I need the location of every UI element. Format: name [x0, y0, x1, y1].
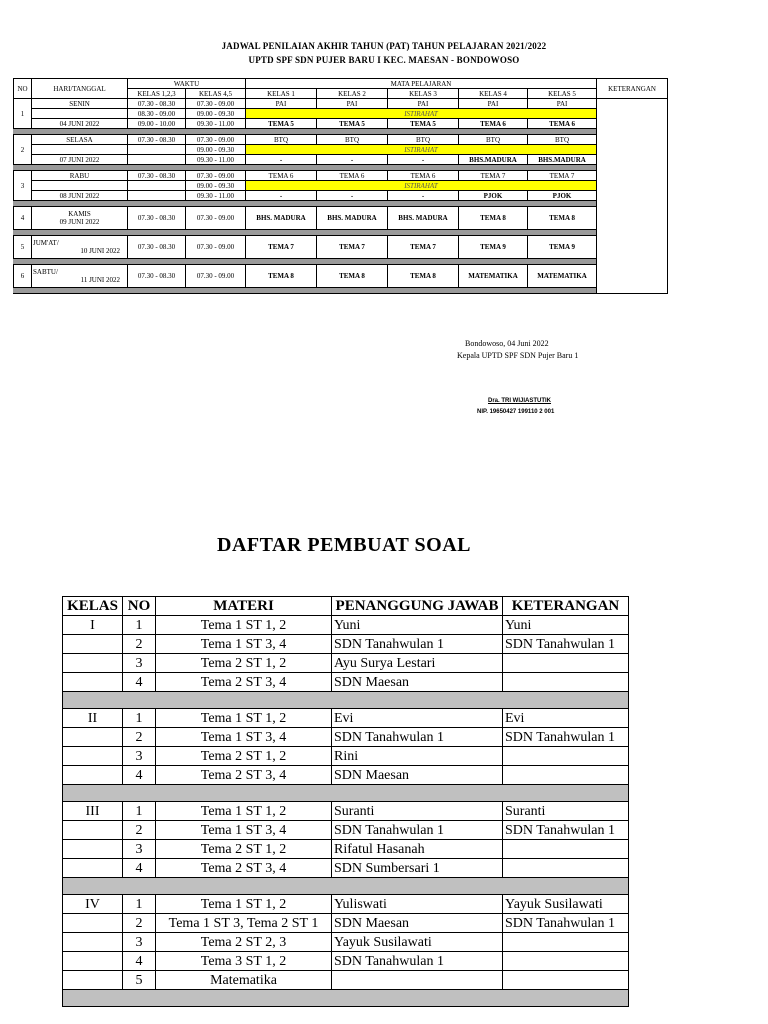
subject-cell: PAI — [528, 99, 597, 109]
day-date: 08 JUNI 2022 — [32, 191, 128, 201]
table-row — [63, 766, 629, 785]
pj-cell: Rifatul Hasanah — [332, 840, 503, 859]
materi-cell: Tema 1 ST 3, Tema 2 ST 1 — [156, 914, 332, 933]
table-row — [63, 673, 629, 692]
subject-cell: PAI — [459, 99, 528, 109]
pj-cell: Yayuk Susilawati — [332, 933, 503, 952]
ket-cell: SDN Tanahwulan 1 — [503, 728, 629, 747]
pj-cell: SDN Tanahwulan 1 — [332, 952, 503, 971]
materi-cell: Tema 1 ST 1, 2 — [156, 616, 332, 635]
signature-role: Kepala UPTD SPF SDN Pujer Baru 1 — [457, 351, 579, 360]
day-number: 1 — [14, 99, 32, 129]
schedule-row — [14, 119, 668, 129]
subject-cell: TEMA 6 — [388, 171, 459, 181]
day-date: 09 JUNI 2022 — [59, 218, 100, 226]
materi-cell: Tema 1 ST 3, 4 — [156, 821, 332, 840]
pj-cell — [332, 971, 503, 990]
time-k123: 07.30 - 08.30 — [128, 207, 186, 230]
subject-cell: BTQ — [459, 135, 528, 145]
table-row — [63, 840, 629, 859]
day-cell — [32, 265, 128, 288]
table-row — [63, 747, 629, 766]
row-separator — [14, 288, 668, 294]
kelas-cell: I — [63, 616, 123, 635]
materi-cell: Tema 1 ST 1, 2 — [156, 895, 332, 914]
subject-cell: TEMA 6 — [246, 171, 317, 181]
break-time-k123 — [128, 181, 186, 191]
no-cell: 4 — [123, 673, 156, 692]
col-header-kelas3: KELAS 3 — [388, 89, 459, 99]
break-time-k45: 09.00 - 09.30 — [186, 181, 246, 191]
daftar-header-ket: KETERANGAN — [503, 597, 629, 616]
time-k45: 07.30 - 09.00 — [186, 171, 246, 181]
day-name: JUM'AT/ — [33, 239, 59, 247]
ket-cell — [503, 766, 629, 785]
day-number: 3 — [14, 171, 32, 201]
time-k45: 07.30 - 09.00 — [186, 207, 246, 230]
schedule-row — [14, 265, 668, 288]
day-name: RABU — [32, 171, 128, 181]
signature-name: Dra. TRI WIJIASTUTIK — [488, 398, 552, 404]
subject-cell: BTQ — [246, 135, 317, 145]
pj-cell: Evi — [332, 709, 503, 728]
table-row — [63, 895, 629, 914]
time-k123: 07.30 - 08.30 — [128, 135, 186, 145]
kelas-cell — [63, 914, 123, 933]
col-header-day: HARI/TANGGAL — [32, 79, 128, 99]
ket-cell: SDN Tanahwulan 1 — [503, 914, 629, 933]
subject-cell: - — [388, 191, 459, 201]
ket-cell: Evi — [503, 709, 629, 728]
materi-cell: Tema 2 ST 3, 4 — [156, 673, 332, 692]
day-number: 4 — [14, 207, 32, 230]
col-header-keterangan: KETERANGAN — [597, 79, 668, 99]
subject-cell: PJOK — [528, 191, 597, 201]
group-separator — [63, 990, 629, 1007]
materi-cell: Tema 3 ST 1, 2 — [156, 952, 332, 971]
group-separator — [63, 878, 629, 895]
subject-cell: - — [388, 155, 459, 165]
ket-cell — [503, 859, 629, 878]
schedule-row — [14, 171, 668, 181]
day-number: 6 — [14, 265, 32, 288]
time-k45: 09.30 - 11.00 — [186, 191, 246, 201]
no-cell: 2 — [123, 821, 156, 840]
no-cell: 1 — [123, 709, 156, 728]
day-number: 2 — [14, 135, 32, 165]
subject-cell: TEMA 6 — [528, 119, 597, 129]
daftar-header-kelas: KELAS — [63, 597, 123, 616]
subject-cell: TEMA 5 — [388, 119, 459, 129]
subject-cell: TEMA 9 — [459, 236, 528, 259]
daftar-title: DAFTAR PEMBUAT SOAL — [217, 534, 471, 556]
break-time-k123: 08.30 - 09.00 — [128, 109, 186, 119]
day-cell — [32, 207, 128, 230]
ket-cell — [503, 933, 629, 952]
separator-cell — [14, 288, 597, 294]
schedule-row — [14, 155, 668, 165]
separator-cell — [63, 692, 629, 709]
time-k45: 09.30 - 11.00 — [186, 119, 246, 129]
pj-cell: SDN Maesan — [332, 766, 503, 785]
daftar-header-materi: MATERI — [156, 597, 332, 616]
day-blank — [32, 145, 128, 155]
schedule-break-row — [14, 109, 668, 119]
ket-cell — [503, 673, 629, 692]
kelas-cell — [63, 654, 123, 673]
no-cell: 4 — [123, 952, 156, 971]
pj-cell: SDN Tanahwulan 1 — [332, 635, 503, 654]
no-cell: 1 — [123, 616, 156, 635]
pj-cell: Yuni — [332, 616, 503, 635]
materi-cell: Tema 2 ST 1, 2 — [156, 840, 332, 859]
day-name: SENIN — [32, 99, 128, 109]
no-cell: 1 — [123, 895, 156, 914]
col-header-kelas1: KELAS 1 — [246, 89, 317, 99]
break-time-k123 — [128, 145, 186, 155]
no-cell: 2 — [123, 728, 156, 747]
pj-cell: Ayu Surya Lestari — [332, 654, 503, 673]
table-row — [63, 933, 629, 952]
materi-cell: Tema 1 ST 1, 2 — [156, 802, 332, 821]
day-date: 07 JUNI 2022 — [32, 155, 128, 165]
ket-cell — [503, 840, 629, 859]
subject-cell: TEMA 8 — [388, 265, 459, 288]
schedule-row — [14, 135, 668, 145]
col-header-mapel: MATA PELAJARAN — [246, 79, 597, 89]
table-row — [63, 914, 629, 933]
subject-cell: TEMA 8 — [459, 207, 528, 230]
schedule-title: JADWAL PENILAIAN AKHIR TAHUN (PAT) TAHUN PELAJARAN 2021/2022 — [221, 41, 547, 51]
keterangan-cell — [597, 99, 668, 294]
kelas-cell — [63, 728, 123, 747]
pj-cell: Yuliswati — [332, 895, 503, 914]
materi-cell: Tema 1 ST 3, 4 — [156, 728, 332, 747]
subject-cell: - — [317, 191, 388, 201]
istirahat-cell: ISTIRAHAT — [246, 181, 597, 191]
day-blank — [32, 181, 128, 191]
time-k123: 07.30 - 08.30 — [128, 171, 186, 181]
subject-cell: TEMA 8 — [528, 207, 597, 230]
materi-cell: Tema 2 ST 2, 3 — [156, 933, 332, 952]
subject-cell: PJOK — [459, 191, 528, 201]
time-k45: 07.30 - 09.00 — [186, 135, 246, 145]
table-row — [63, 616, 629, 635]
no-cell: 4 — [123, 766, 156, 785]
signature-place-date: Bondowoso, 04 Juni 2022 — [465, 339, 549, 348]
day-number: 5 — [14, 236, 32, 259]
kelas-cell — [63, 821, 123, 840]
subject-cell: BHS. MADURA — [317, 207, 388, 230]
col-header-waktu-k45: KELAS 4,5 — [186, 89, 246, 99]
group-separator — [63, 785, 629, 802]
time-k123: 09.00 - 10.00 — [128, 119, 186, 129]
time-k123 — [128, 155, 186, 165]
kelas-cell — [63, 635, 123, 654]
daftar-header-pj: PENANGGUNG JAWAB — [332, 597, 503, 616]
exam-schedule-table — [13, 78, 668, 294]
kelas-cell — [63, 971, 123, 990]
subject-cell: PAI — [388, 99, 459, 109]
time-k45: 09.30 - 11.00 — [186, 155, 246, 165]
col-header-kelas4: KELAS 4 — [459, 89, 528, 99]
break-time-k45: 09.00 - 09.30 — [186, 145, 246, 155]
schedule-row — [14, 207, 668, 230]
subject-cell: TEMA 8 — [317, 265, 388, 288]
istirahat-cell: ISTIRAHAT — [246, 145, 597, 155]
no-cell: 2 — [123, 914, 156, 933]
kelas-cell: IV — [63, 895, 123, 914]
daftar-header-no: NO — [123, 597, 156, 616]
separator-cell — [63, 878, 629, 895]
table-row — [63, 728, 629, 747]
no-cell: 3 — [123, 840, 156, 859]
no-cell: 1 — [123, 802, 156, 821]
subject-cell: BHS.MADURA — [459, 155, 528, 165]
subject-cell: TEMA 7 — [317, 236, 388, 259]
subject-cell: BTQ — [388, 135, 459, 145]
subject-cell: BHS. MADURA — [388, 207, 459, 230]
ket-cell: SDN Tanahwulan 1 — [503, 635, 629, 654]
subject-cell: TEMA 6 — [459, 119, 528, 129]
table-row — [63, 802, 629, 821]
subject-cell: - — [246, 191, 317, 201]
materi-cell: Tema 2 ST 1, 2 — [156, 747, 332, 766]
subject-cell: PAI — [317, 99, 388, 109]
subject-cell: TEMA 7 — [459, 171, 528, 181]
separator-cell — [63, 990, 629, 1007]
schedule-row — [14, 191, 668, 201]
kelas-cell: III — [63, 802, 123, 821]
col-header-kelas5: KELAS 5 — [528, 89, 597, 99]
table-row — [63, 971, 629, 990]
col-header-waktu-k123: KELAS 1,2,3 — [128, 89, 186, 99]
subject-cell: BTQ — [317, 135, 388, 145]
materi-cell: Tema 1 ST 1, 2 — [156, 709, 332, 728]
time-k45: 07.30 - 09.00 — [186, 265, 246, 288]
materi-cell: Tema 1 ST 3, 4 — [156, 635, 332, 654]
ket-cell — [503, 971, 629, 990]
kelas-cell — [63, 859, 123, 878]
table-row — [63, 952, 629, 971]
ket-cell — [503, 747, 629, 766]
ket-cell: Suranti — [503, 802, 629, 821]
schedule-subtitle: UPTD SPF SDN PUJER BARU I KEC. MAESAN - BONDOWOSO — [248, 55, 520, 65]
subject-cell: TEMA 9 — [528, 236, 597, 259]
subject-cell: TEMA 7 — [388, 236, 459, 259]
materi-cell: Tema 2 ST 1, 2 — [156, 654, 332, 673]
subject-cell: - — [317, 155, 388, 165]
kelas-cell — [63, 952, 123, 971]
subject-cell: - — [246, 155, 317, 165]
subject-cell: MATEMATIKA — [459, 265, 528, 288]
ket-cell: Yuni — [503, 616, 629, 635]
schedule-row — [14, 99, 668, 109]
subject-cell: TEMA 5 — [246, 119, 317, 129]
subject-cell: TEMA 7 — [528, 171, 597, 181]
table-row — [63, 635, 629, 654]
subject-cell: TEMA 6 — [317, 171, 388, 181]
day-date: 04 JUNI 2022 — [32, 119, 128, 129]
pj-cell: SDN Sumbersari 1 — [332, 859, 503, 878]
subject-cell: BTQ — [528, 135, 597, 145]
kelas-cell — [63, 747, 123, 766]
subject-cell: BHS.MADURA — [528, 155, 597, 165]
signature-nip: NIP. 19650427 199110 2 001 — [477, 409, 555, 415]
schedule-break-row — [14, 181, 668, 191]
pj-cell: Rini — [332, 747, 503, 766]
subject-cell: MATEMATIKA — [528, 265, 597, 288]
col-header-no: NO — [14, 79, 32, 99]
ket-cell — [503, 952, 629, 971]
day-name: SABTU/ — [33, 268, 58, 276]
no-cell: 5 — [123, 971, 156, 990]
separator-cell — [63, 785, 629, 802]
no-cell: 3 — [123, 747, 156, 766]
table-row — [63, 821, 629, 840]
time-k123: 07.30 - 08.30 — [128, 265, 186, 288]
ket-cell: Yayuk Susilawati — [503, 895, 629, 914]
materi-cell: Matematika — [156, 971, 332, 990]
no-cell: 3 — [123, 933, 156, 952]
time-k45: 07.30 - 09.00 — [186, 99, 246, 109]
pj-cell: SDN Maesan — [332, 914, 503, 933]
no-cell: 2 — [123, 635, 156, 654]
time-k123 — [128, 191, 186, 201]
subject-cell: TEMA 7 — [246, 236, 317, 259]
day-date: 11 JUNI 2022 — [80, 276, 120, 284]
pj-cell: SDN Maesan — [332, 673, 503, 692]
time-k123: 07.30 - 08.30 — [128, 99, 186, 109]
materi-cell: Tema 2 ST 3, 4 — [156, 766, 332, 785]
subject-cell: PAI — [246, 99, 317, 109]
kelas-cell — [63, 766, 123, 785]
day-date: 10 JUNI 2022 — [80, 247, 120, 255]
day-blank — [32, 109, 128, 119]
schedule-row — [14, 236, 668, 259]
kelas-cell — [63, 673, 123, 692]
group-separator — [63, 692, 629, 709]
ket-cell: SDN Tanahwulan 1 — [503, 821, 629, 840]
kelas-cell — [63, 840, 123, 859]
schedule-break-row — [14, 145, 668, 155]
day-name: KAMIS — [68, 210, 91, 218]
subject-cell: TEMA 8 — [246, 265, 317, 288]
materi-cell: Tema 2 ST 3, 4 — [156, 859, 332, 878]
istirahat-cell: ISTIRAHAT — [246, 109, 597, 119]
pj-cell: SDN Tanahwulan 1 — [332, 728, 503, 747]
pj-cell: Suranti — [332, 802, 503, 821]
kelas-cell: II — [63, 709, 123, 728]
day-cell — [32, 236, 128, 259]
kelas-cell — [63, 933, 123, 952]
subject-cell: BHS. MADURA — [246, 207, 317, 230]
day-name: SELASA — [32, 135, 128, 145]
no-cell: 3 — [123, 654, 156, 673]
break-time-k45: 09.00 - 09.30 — [186, 109, 246, 119]
table-row — [63, 654, 629, 673]
no-cell: 4 — [123, 859, 156, 878]
col-header-waktu: WAKTU — [128, 79, 246, 89]
col-header-kelas2: KELAS 2 — [317, 89, 388, 99]
table-row — [63, 859, 629, 878]
ket-cell — [503, 654, 629, 673]
table-row — [63, 709, 629, 728]
time-k45: 07.30 - 09.00 — [186, 236, 246, 259]
question-makers-table — [62, 596, 629, 1007]
time-k123: 07.30 - 08.30 — [128, 236, 186, 259]
subject-cell: TEMA 5 — [317, 119, 388, 129]
pj-cell: SDN Tanahwulan 1 — [332, 821, 503, 840]
